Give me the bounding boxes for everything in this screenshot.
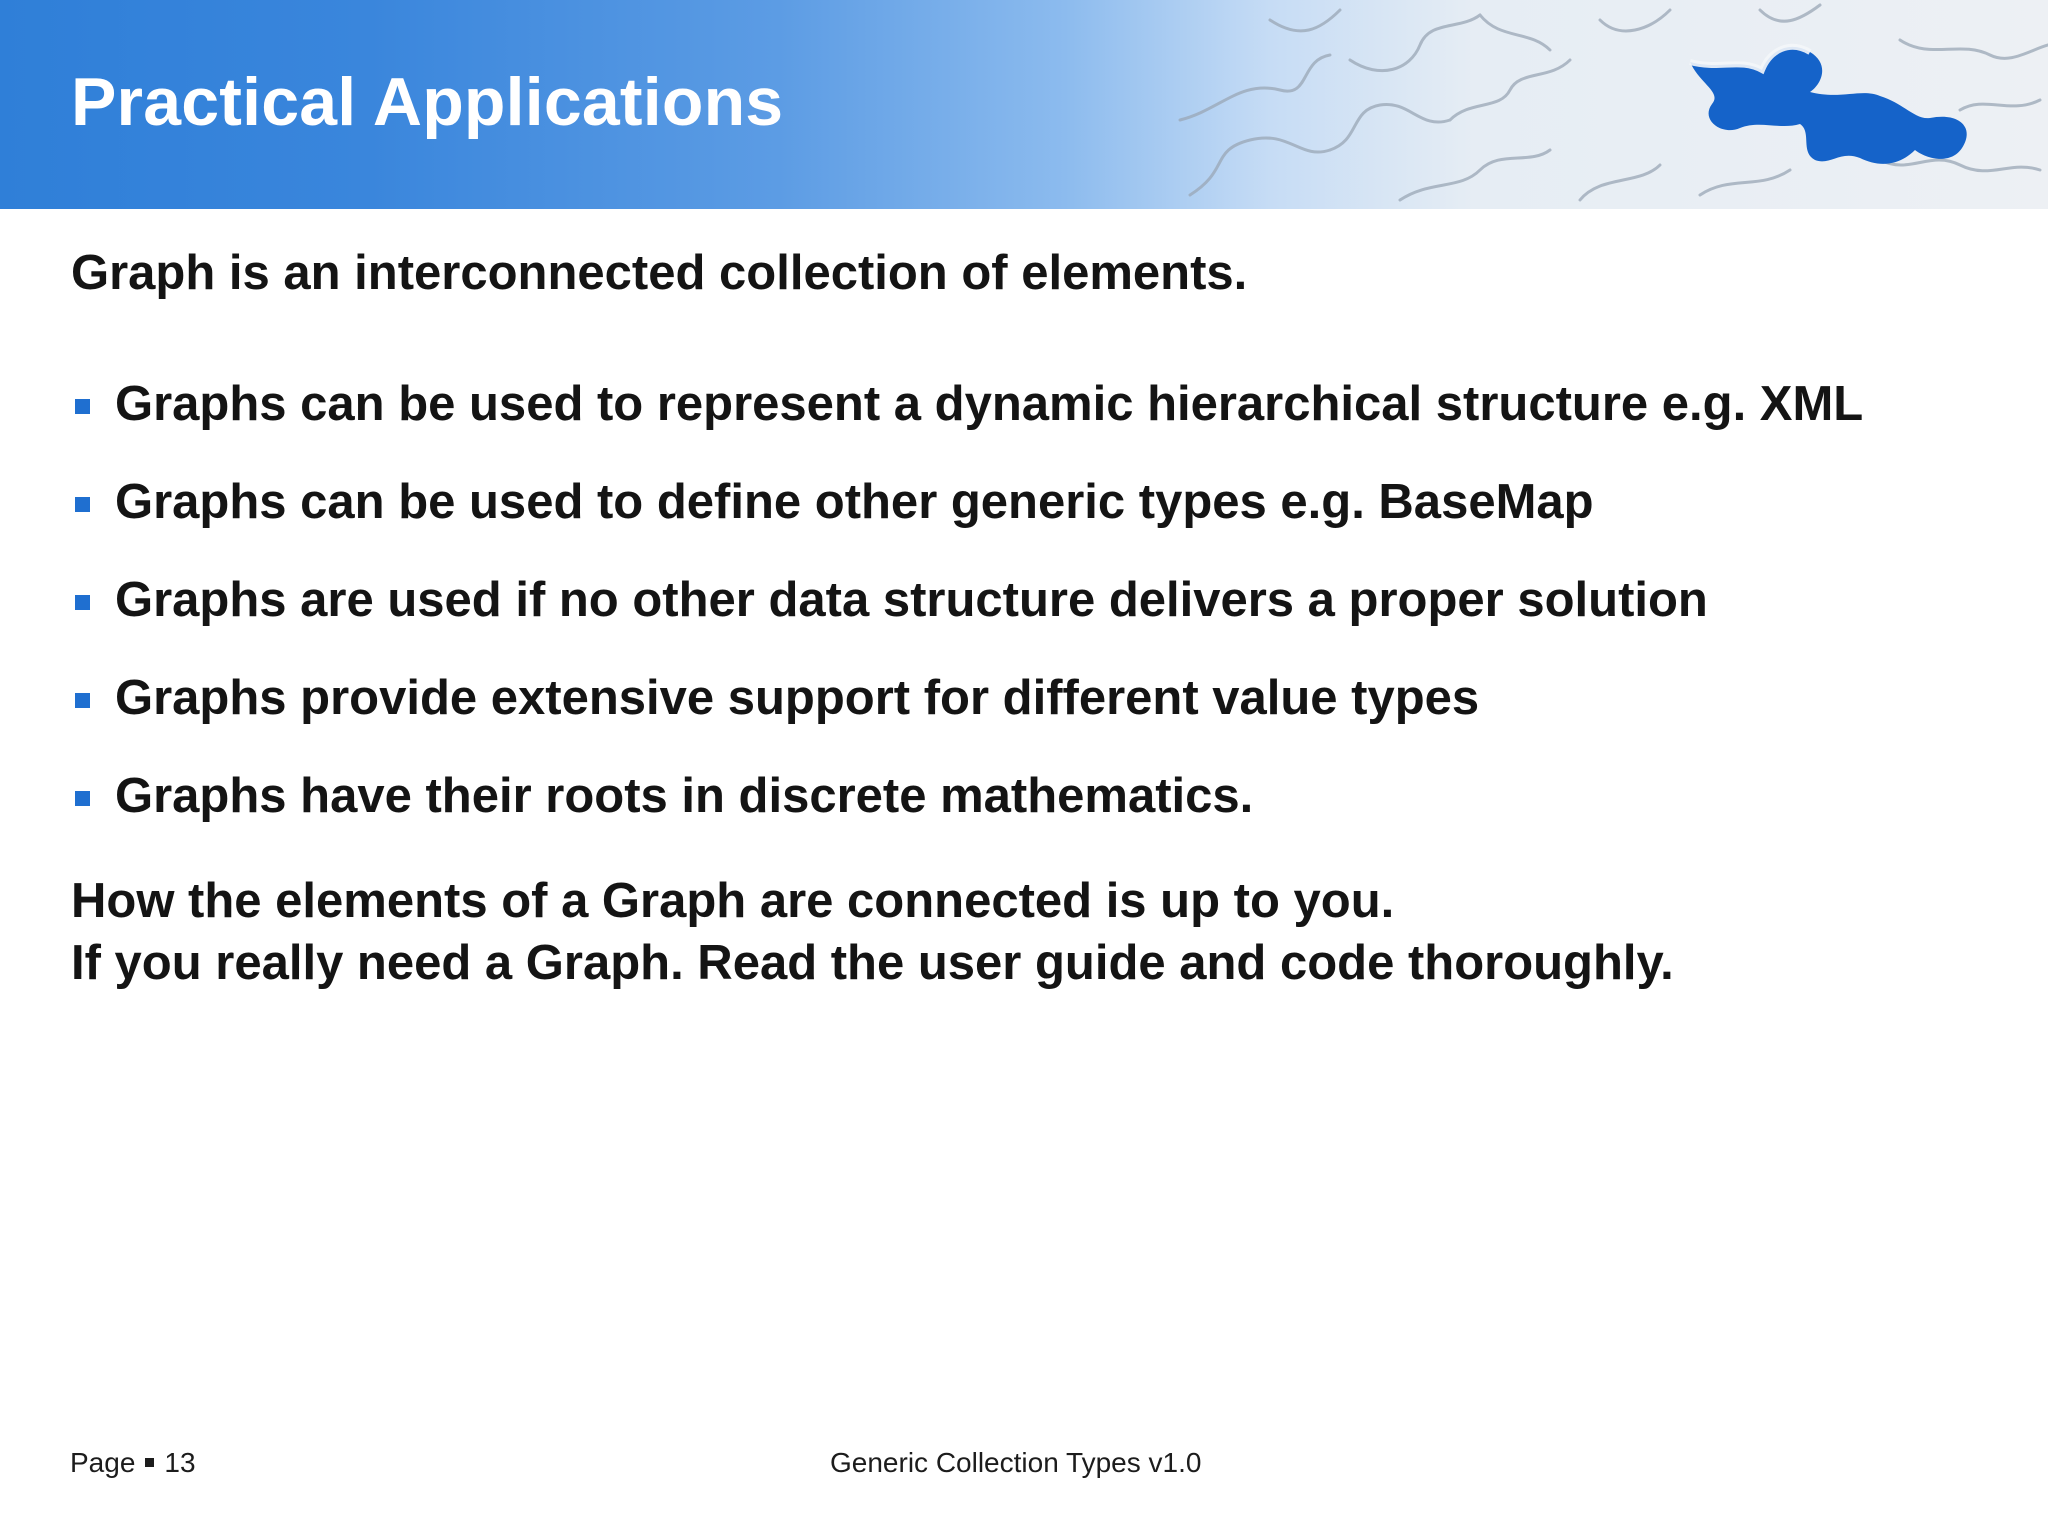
list-item-text: Graphs can be used to define other generic types e.g. BaseMap	[115, 475, 1594, 529]
page-number-value: 13	[164, 1447, 196, 1478]
square-bullet-icon	[75, 595, 90, 610]
square-bullet-icon	[75, 693, 90, 708]
square-bullet-icon	[75, 497, 90, 512]
page-number	[70, 1447, 196, 1479]
header-banner	[0, 0, 2048, 209]
footer-document-title: Generic Collection Types v1.0	[830, 1447, 1202, 1478]
list-item-text: Graphs can be used to represent a dynamic hierarchical structure e.g. XML	[115, 377, 1864, 431]
page-label: Page	[70, 1447, 136, 1478]
closing-statement	[71, 870, 1674, 994]
list-item-text: Graphs provide extensive support for different value types	[115, 671, 1480, 725]
closing-line: How the elements of a Graph are connected is up to you.	[71, 874, 1395, 928]
square-bullet-icon	[75, 791, 90, 806]
list-item-text: Graphs have their roots in discrete mathematics.	[115, 769, 1254, 823]
square-bullet-icon	[75, 399, 90, 414]
closing-line: If you really need a Graph. Read the user guide and code thoroughly.	[71, 936, 1674, 990]
intro-statement: Graph is an interconnected collection of elements.	[71, 246, 1248, 300]
page-title: Practical Applications	[71, 64, 784, 140]
square-separator-icon	[145, 1458, 154, 1467]
list-item-text: Graphs are used if no other data structure delivers a proper solution	[115, 573, 1708, 627]
